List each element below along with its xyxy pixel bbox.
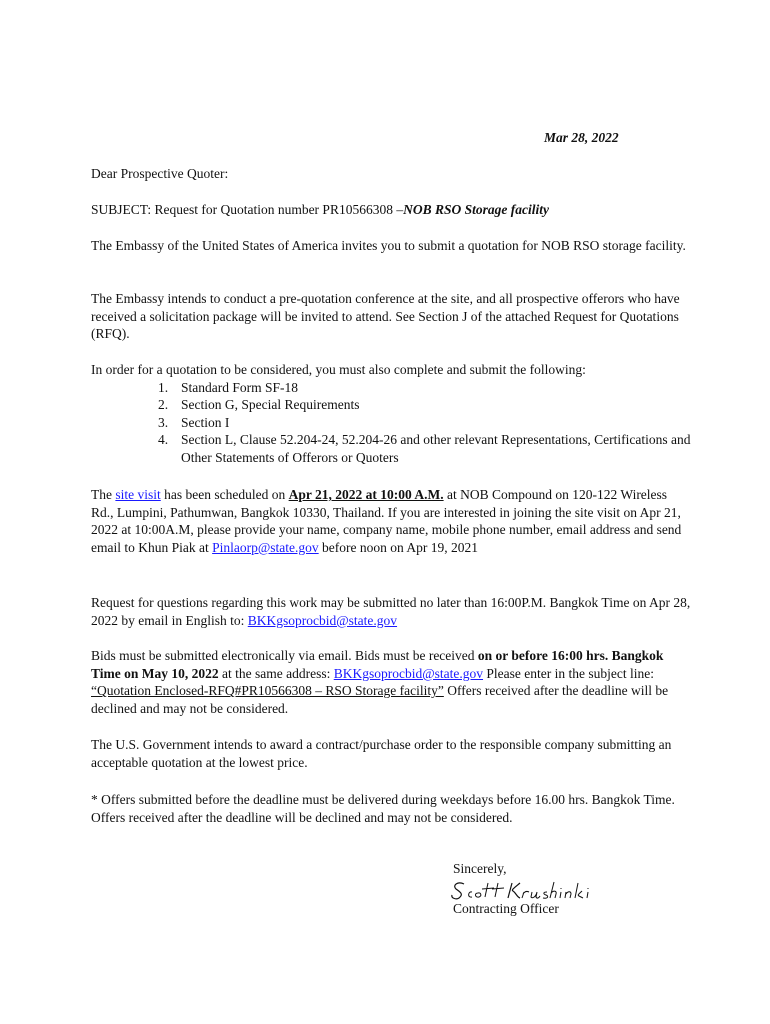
list-item: 4. Section L, Clause 52.204-24, 52.204-26 and other relevant Representations, Certifications and Other Statements of Offerors or Quoters xyxy=(158,432,691,465)
site-visit-link[interactable]: site visit xyxy=(115,487,161,502)
paragraph-conference: The Embassy intends to conduct a pre-quotation conference at the site, and all prospective offerors who have received a solicitation package will be invited to attend. See Section J of the attached Request for Quotations (RFQ). xyxy=(91,291,680,342)
list-item: 3. Section I xyxy=(158,414,230,430)
bid-subject-line: “Quotation Enclosed-RFQ#PR10566308 – RSO Storage facility” xyxy=(91,683,444,699)
email-link-pinlaorp[interactable]: Pinlaorp@state.gov xyxy=(212,539,319,555)
closing: Sincerely, xyxy=(453,861,507,876)
subject-prefix: SUBJECT: Request for Quotation number PR10566308 – xyxy=(91,202,404,217)
letter-date: Mar 28, 2022 xyxy=(544,130,619,145)
paragraph-award: The U.S. Government intends to award a contract/purchase order to the responsible company submitting an acceptable quotation at the lowest price. xyxy=(91,737,672,770)
list-item: 1. Standard Form SF-18 xyxy=(158,379,299,395)
email-link-bids[interactable]: BKKgsoprocbid@state.gov xyxy=(333,665,484,681)
paragraph-bids: Bids must be submitted electronically via email. Bids must be received on or before 16:00 hrs. Bangkok Time on May 10, 2022 at the same address: BKKgsoprocbid@state.gov Please enter in the subject line: “Quotation Enclosed-RFQ#PR10566308 – RSO Storage facility” Offers received after the deadline will be declined and may not be considered. xyxy=(91,648,669,716)
paragraph-note: * Offers submitted before the deadline must be delivered during weekdays before 16.00 hrs. Bangkok Time. Offers received after the deadline will be declined and may not be considered. xyxy=(91,792,675,825)
requirements-list xyxy=(91,379,691,467)
paragraph-questions: Request for questions regarding this work may be submitted no later than 16:00P.M. Bangkok Time on Apr 28, 2022 by email in English to: BKKgsoprocbid@state.gov xyxy=(91,595,691,628)
signer-title: Contracting Officer xyxy=(453,900,559,916)
salutation: Dear Prospective Quoter: xyxy=(91,166,229,181)
signature-block xyxy=(453,860,610,917)
subject-line xyxy=(91,201,691,219)
list-item: 2. Section G, Special Requirements xyxy=(158,397,360,413)
email-link-questions[interactable]: BKKgsoprocbid@state.gov xyxy=(247,612,398,628)
requirements-section xyxy=(91,361,691,467)
site-visit-date: Apr 21, 2022 at 10:00 A.M. xyxy=(288,487,444,502)
bid-deadline: on or before 16:00 hrs. Bangkok Time on May 10, 2022 xyxy=(91,648,664,681)
subject-title: NOB RSO Storage facility xyxy=(403,202,549,217)
paragraph-site-visit: The site visit has been scheduled on Apr 21, 2022 at 10:00 A.M. at NOB Compound on 120-122 Wireless Rd., Lumpini, Pathumwan, Bangkok 10330, Thailand. If you are interested in joining the site visit on Apr 21, 2022 at 10:00A.M, please provide your name, company name, mobile phone number, email address and send email to Khun Piak at Pinlaorp@state.gov before noon on Apr 19, 2021 xyxy=(91,487,682,555)
paragraph-invite: The Embassy of the United States of America invites you to submit a quotation for NOB RSO storage facility. xyxy=(91,238,686,253)
requirements-intro: In order for a quotation to be considered, you must also complete and submit the following: xyxy=(91,362,586,377)
